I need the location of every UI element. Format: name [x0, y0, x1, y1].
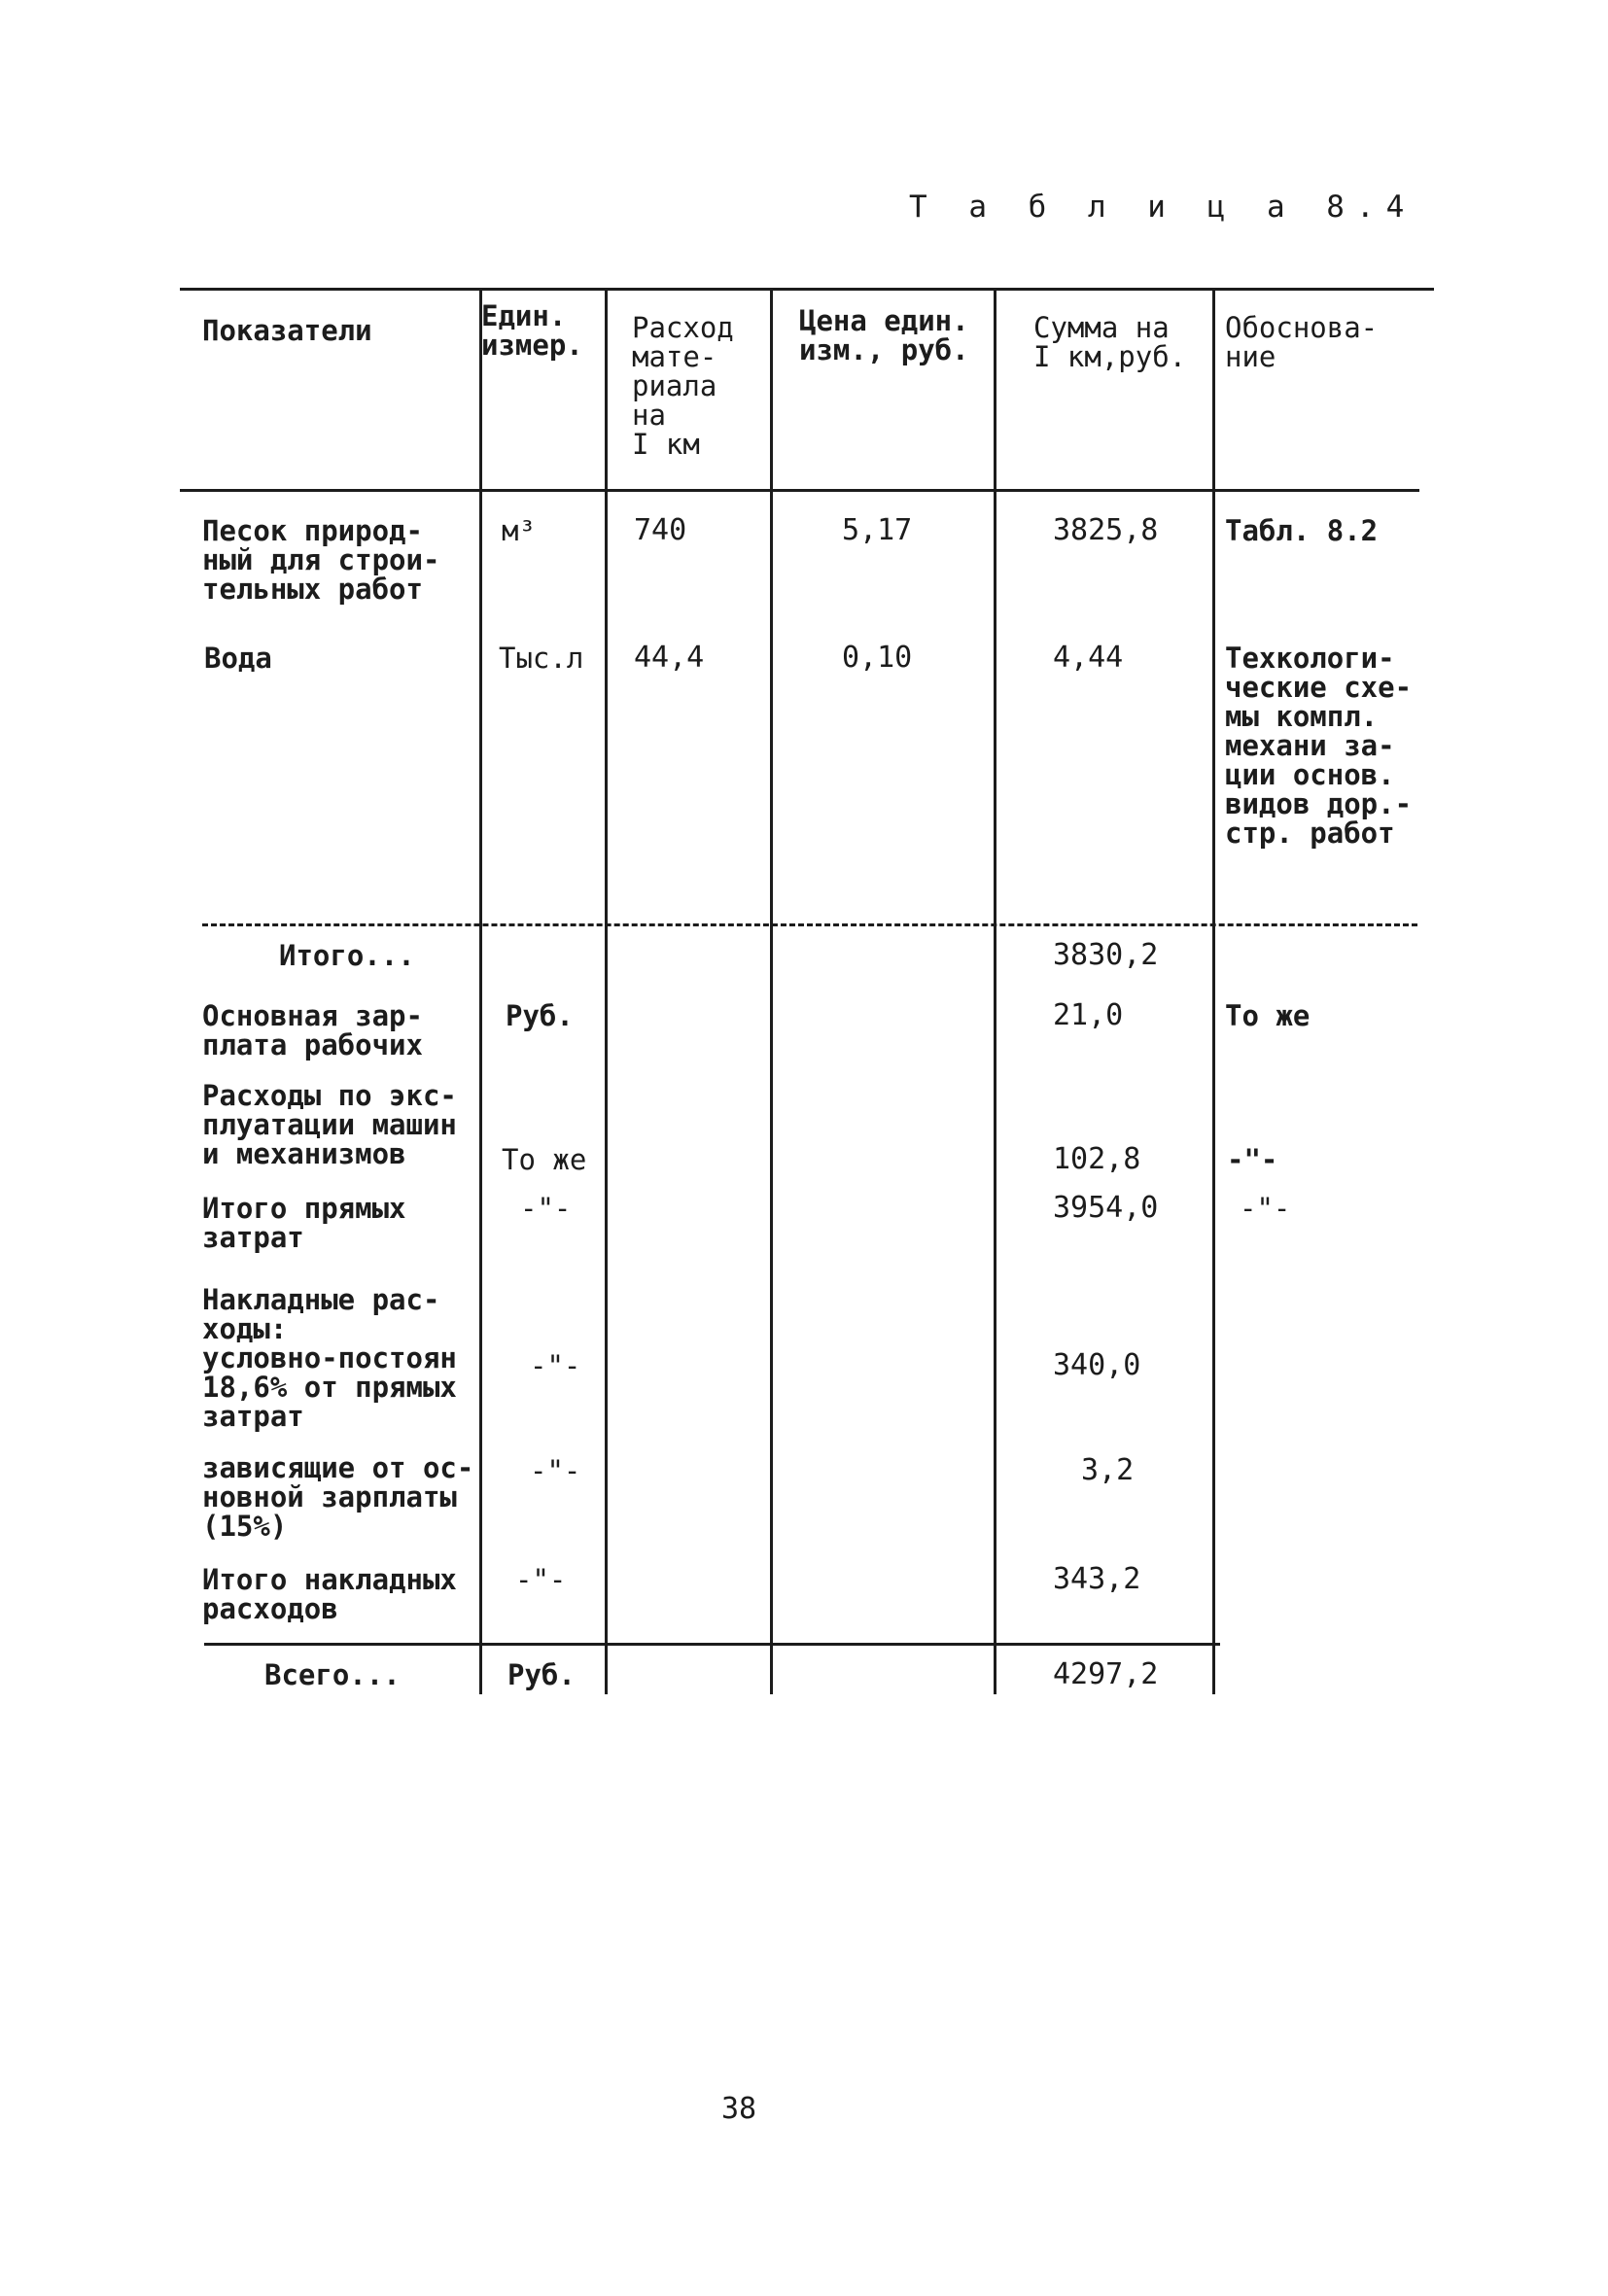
- row-water-price: 0,10: [842, 641, 913, 675]
- table-caption: Т а б л и ц а 8.4: [909, 190, 1416, 225]
- row-sand-price: 5,17: [842, 513, 913, 547]
- row-sand-consumption: 740: [634, 513, 687, 547]
- row-water-basis: Техкологи- ческие схе- мы компл. механи за- ции основ. видов дор.- стр. работ: [1225, 642, 1413, 850]
- header-consumption: Расход мате- риала на I км: [632, 311, 734, 461]
- row-wages-indicator: Основная зар- плата рабочих: [202, 999, 423, 1061]
- row-wage-dependent-indicator: зависящие от ос- новной зарплаты (15%): [202, 1451, 474, 1543]
- column-divider-1: [479, 290, 482, 1694]
- row-sand-unit: м³: [502, 514, 536, 547]
- row-machinery-unit: То же: [502, 1143, 587, 1176]
- row-overhead-total-indicator: Итого накладных расходов: [202, 1563, 457, 1625]
- column-divider-3: [770, 290, 773, 1694]
- row-wage-dependent-sum: 3,2: [1081, 1453, 1135, 1487]
- header-bottom-border: [180, 489, 1419, 492]
- row-machinery-basis: -"-: [1227, 1143, 1278, 1176]
- row-overhead-sum: 340,0: [1053, 1348, 1141, 1382]
- row-machinery-sum: 102,8: [1053, 1142, 1141, 1176]
- row-machinery-indicator: Расходы по экс- плуатации машин и механизмов: [202, 1079, 457, 1170]
- column-divider-5: [1212, 290, 1215, 1694]
- table-top-border: [180, 288, 1434, 291]
- row-overhead-indicator: Накладные рас- ходы: условно-постоян 18,6% от прямых затрат: [202, 1283, 457, 1433]
- row-sand-sum: 3825,8: [1053, 513, 1159, 547]
- row-grand-total-sum: 4297,2: [1053, 1657, 1159, 1691]
- row-wages-basis: То же: [1225, 999, 1311, 1032]
- row-sand-basis: Табл. 8.2: [1225, 514, 1379, 547]
- row-subtotal-sum: 3830,2: [1053, 938, 1159, 972]
- row-direct-costs-basis: -"-: [1240, 1192, 1291, 1225]
- row-direct-costs-unit: -"-: [520, 1192, 572, 1225]
- row-wages-unit: Руб.: [506, 999, 574, 1032]
- row-direct-costs-sum: 3954,0: [1053, 1191, 1159, 1225]
- row-subtotal-indicator: Итого...: [279, 939, 415, 972]
- row-sand-indicator: Песок природ- ный для строи- тельных работ: [202, 514, 440, 606]
- row-grand-total-unit: Руб.: [507, 1658, 576, 1691]
- column-divider-2: [605, 290, 608, 1694]
- header-basis: Обоснова- ние: [1225, 311, 1379, 373]
- row-water-indicator: Вода: [204, 642, 272, 675]
- column-divider-4: [994, 290, 996, 1694]
- header-price: Цена един. изм., руб.: [799, 304, 969, 366]
- row-overhead-total-unit: -"-: [515, 1563, 567, 1596]
- row-direct-costs-indicator: Итого прямых затрат: [202, 1192, 406, 1254]
- header-indicator: Показатели: [202, 314, 372, 347]
- header-sum: Сумма на I км,руб.: [1033, 311, 1187, 373]
- row-wage-dependent-unit: -"-: [530, 1454, 581, 1487]
- total-divider: [204, 1643, 1220, 1646]
- page-number: 38: [721, 2092, 757, 2126]
- row-water-unit: Тыс.л: [499, 642, 584, 675]
- row-overhead-total-sum: 343,2: [1053, 1562, 1141, 1596]
- row-grand-total-indicator: Всего...: [264, 1658, 401, 1691]
- row-wages-sum: 21,0: [1053, 998, 1124, 1032]
- row-water-consumption: 44,4: [634, 641, 705, 675]
- subtotal-divider: [202, 923, 1417, 926]
- row-water-sum: 4,44: [1053, 641, 1124, 675]
- header-unit: Един. измер.: [481, 299, 583, 362]
- row-overhead-unit: -"-: [530, 1349, 581, 1382]
